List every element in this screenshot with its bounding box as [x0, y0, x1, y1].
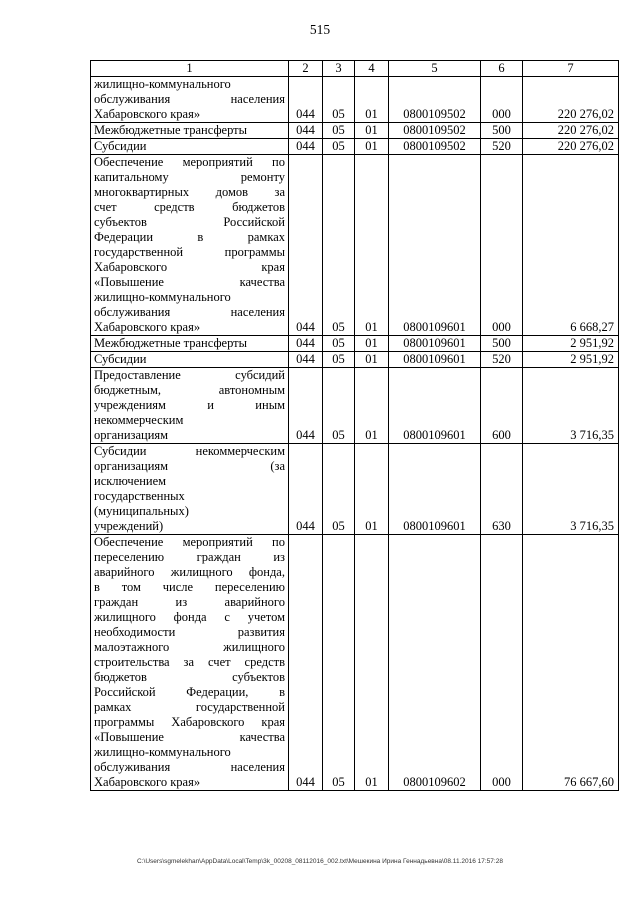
- description-line: Хабаровского края»: [94, 320, 201, 334]
- target-article-cell: 0800109601: [389, 352, 481, 368]
- target-article-cell: 0800109502: [389, 139, 481, 155]
- ministry-code-cell: 044: [289, 535, 323, 791]
- subsection-code-cell: 01: [355, 123, 389, 139]
- description-line: организациям (за: [94, 459, 285, 473]
- description-line: в том числе переселению: [94, 580, 285, 594]
- description-line: Федерации в рамках: [94, 230, 285, 244]
- description-line: государственных: [94, 489, 185, 503]
- description-line: Хабаровского края: [94, 260, 285, 274]
- subsection-code-cell: 01: [355, 139, 389, 155]
- table-row: [91, 444, 619, 535]
- description-line: (муниципальных): [94, 504, 189, 518]
- description-line: рамках государственной: [94, 700, 285, 714]
- expense-type-cell: 520: [481, 139, 523, 155]
- section-code-cell: 05: [323, 77, 355, 123]
- description-line: некоммерческим: [94, 413, 184, 427]
- description-cell: [91, 368, 289, 444]
- table-row: [91, 535, 619, 791]
- amount-cell: 220 276,02: [523, 123, 619, 139]
- description-cell: [91, 155, 289, 336]
- description-line: многоквартирных домов за: [94, 185, 285, 199]
- description-cell: [91, 77, 289, 123]
- header-cell: 1: [91, 61, 289, 77]
- description-line: аварийного жилищного фонда,: [94, 565, 285, 579]
- table-row: [91, 123, 619, 139]
- ministry-code-cell: 044: [289, 77, 323, 123]
- target-article-cell: 0800109502: [389, 123, 481, 139]
- target-article-cell: 0800109601: [389, 368, 481, 444]
- ministry-code-cell: 044: [289, 123, 323, 139]
- description-line: Межбюджетные трансферты: [94, 123, 248, 137]
- description-line: учреждений): [94, 519, 164, 533]
- description-line: Российской Федерации, в: [94, 685, 285, 699]
- subsection-code-cell: 01: [355, 77, 389, 123]
- header-cell: 7: [523, 61, 619, 77]
- description-line: обслуживания населения: [94, 92, 285, 106]
- subsection-code-cell: 01: [355, 368, 389, 444]
- ministry-code-cell: 044: [289, 336, 323, 352]
- section-code-cell: 05: [323, 535, 355, 791]
- description-line: капитальному ремонту: [94, 170, 285, 184]
- description-cell: [91, 336, 289, 352]
- subsection-code-cell: 01: [355, 352, 389, 368]
- subsection-code-cell: 01: [355, 535, 389, 791]
- description-cell: [91, 444, 289, 535]
- table-row: [91, 155, 619, 336]
- expense-type-cell: 600: [481, 368, 523, 444]
- description-line: «Повышение качества: [94, 275, 285, 289]
- description-line: жилищно-коммунального: [94, 745, 231, 759]
- target-article-cell: 0800109601: [389, 444, 481, 535]
- header-cell: 6: [481, 61, 523, 77]
- description-line: бюджетным, автономным: [94, 383, 285, 397]
- description-cell: [91, 139, 289, 155]
- description-line: обслуживания населения: [94, 305, 285, 319]
- subsection-code-cell: 01: [355, 155, 389, 336]
- amount-cell: 220 276,02: [523, 139, 619, 155]
- description-line: программы Хабаровского края: [94, 715, 285, 729]
- description-line: малоэтажного жилищного: [94, 640, 285, 654]
- expense-type-cell: 500: [481, 336, 523, 352]
- amount-cell: 220 276,02: [523, 77, 619, 123]
- expense-type-cell: 630: [481, 444, 523, 535]
- description-line: Субсидии: [94, 139, 147, 153]
- ministry-code-cell: 044: [289, 368, 323, 444]
- expense-type-cell: 520: [481, 352, 523, 368]
- description-line: строительства за счет средств: [94, 655, 285, 669]
- target-article-cell: 0800109602: [389, 535, 481, 791]
- ministry-code-cell: 044: [289, 444, 323, 535]
- table-row: [91, 139, 619, 155]
- expense-type-cell: 000: [481, 535, 523, 791]
- amount-cell: 76 667,60: [523, 535, 619, 791]
- expense-type-cell: 500: [481, 123, 523, 139]
- section-code-cell: 05: [323, 123, 355, 139]
- section-code-cell: 05: [323, 368, 355, 444]
- description-line: Хабаровского края»: [94, 775, 201, 789]
- description-line: жилищно-коммунального: [94, 77, 231, 91]
- description-line: государственной программы: [94, 245, 285, 259]
- page-number: 515: [309, 22, 331, 37]
- section-code-cell: 05: [323, 155, 355, 336]
- section-code-cell: 05: [323, 336, 355, 352]
- description-cell: [91, 352, 289, 368]
- header-cell: 4: [355, 61, 389, 77]
- description-line: Предоставление субсидий: [94, 368, 285, 382]
- description-cell: [91, 123, 289, 139]
- description-line: обслуживания населения: [94, 760, 285, 774]
- ministry-code-cell: 044: [289, 139, 323, 155]
- header-cell: 2: [289, 61, 323, 77]
- amount-cell: 6 668,27: [523, 155, 619, 336]
- description-line: необходимости развития: [94, 625, 285, 639]
- target-article-cell: 0800109601: [389, 155, 481, 336]
- description-line: граждан из аварийного: [94, 595, 285, 609]
- header-cell: 5: [389, 61, 481, 77]
- table-row: [91, 336, 619, 352]
- amount-cell: 3 716,35: [523, 444, 619, 535]
- expense-type-cell: 000: [481, 77, 523, 123]
- ministry-code-cell: 044: [289, 352, 323, 368]
- description-line: Субсидии некоммерческим: [94, 444, 285, 458]
- target-article-cell: 0800109502: [389, 77, 481, 123]
- section-code-cell: 05: [323, 139, 355, 155]
- description-line: Межбюджетные трансферты: [94, 336, 248, 350]
- description-line: жилищно-коммунального: [94, 290, 231, 304]
- budget-table: [90, 60, 619, 791]
- section-code-cell: 05: [323, 352, 355, 368]
- description-line: субъектов Российской: [94, 215, 285, 229]
- description-line: Обеспечение мероприятий по: [94, 155, 285, 169]
- description-line: учреждениям и иным: [94, 398, 285, 412]
- expense-type-cell: 000: [481, 155, 523, 336]
- target-article-cell: 0800109601: [389, 336, 481, 352]
- table-row: [91, 368, 619, 444]
- table-row: [91, 77, 619, 123]
- description-line: исключением: [94, 474, 167, 488]
- section-code-cell: 05: [323, 444, 355, 535]
- ministry-code-cell: 044: [289, 155, 323, 336]
- description-line: Обеспечение мероприятий по: [94, 535, 285, 549]
- amount-cell: 2 951,92: [523, 336, 619, 352]
- table-header-row: [91, 61, 619, 77]
- description-line: Субсидии: [94, 352, 147, 366]
- table-row: [91, 352, 619, 368]
- description-cell: [91, 535, 289, 791]
- description-line: счет средств бюджетов: [94, 200, 285, 214]
- description-line: «Повышение качества: [94, 730, 285, 744]
- header-cell: 3: [323, 61, 355, 77]
- amount-cell: 2 951,92: [523, 352, 619, 368]
- amount-cell: 3 716,35: [523, 368, 619, 444]
- file-path-footer: C:\Users\sgmelekhan\AppData\Local\Temp\3k_00208_08112016_002.txt\Мешекина Ирина Геннадьевна\08.11.2016 17:57:28: [137, 858, 503, 865]
- description-line: переселению граждан из: [94, 550, 285, 564]
- subsection-code-cell: 01: [355, 336, 389, 352]
- description-line: Хабаровского края»: [94, 107, 201, 121]
- description-line: жилищного фонда с учетом: [94, 610, 285, 624]
- description-line: организациям: [94, 428, 169, 442]
- subsection-code-cell: 01: [355, 444, 389, 535]
- description-line: бюджетов субъектов: [94, 670, 285, 684]
